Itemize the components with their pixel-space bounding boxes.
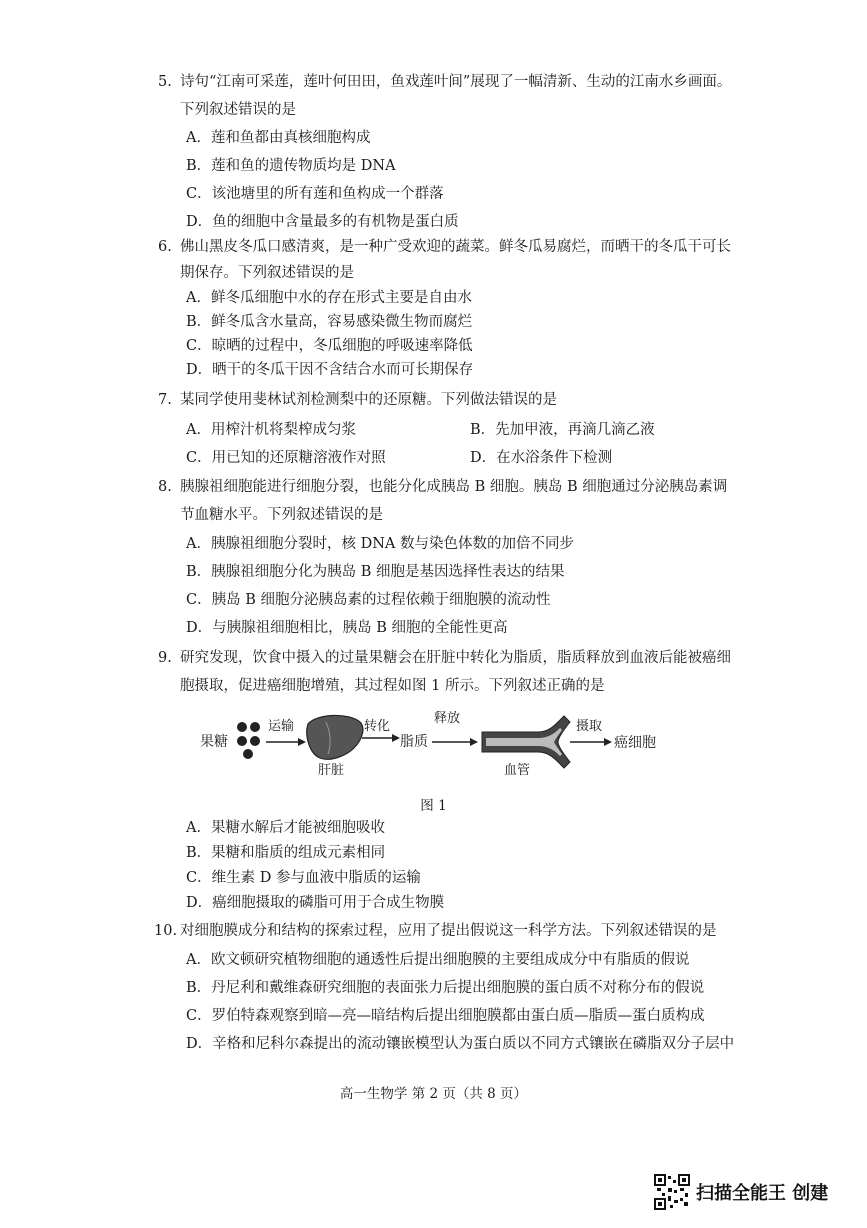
figure-1-diagram bbox=[198, 702, 678, 782]
convert-label: 转化 bbox=[364, 719, 391, 734]
option-a: A．胰腺祖细胞分裂时，核 DNA 数与染色体数的加倍不同步 bbox=[186, 536, 574, 552]
option-d: D．晒干的冬瓜干因不含结合水而可长期保存 bbox=[186, 362, 474, 378]
arrow-icon bbox=[362, 734, 400, 742]
option-a: A．莲和鱼都由真核细胞构成 bbox=[186, 130, 371, 146]
lipid-label: 脂质 bbox=[400, 734, 428, 750]
blood-vessel-icon bbox=[482, 716, 570, 768]
vessel-label: 血管 bbox=[504, 763, 531, 778]
option-a: A．果糖水解后才能被细胞吸收 bbox=[186, 820, 385, 836]
option-b: B．果糖和脂质的组成元素相同 bbox=[186, 845, 386, 861]
question-stem: 研究发现，饮食中摄入的过量果糖会在肝脏中转化为脂质，脂质释放到血液后能被癌细 bbox=[180, 650, 731, 666]
option-d: D．鱼的细胞中含量最多的有机物是蛋白质 bbox=[186, 214, 459, 230]
release-label: 释放 bbox=[434, 711, 461, 726]
option-a: A．欧文顿研究植物细胞的通透性后提出细胞膜的主要组成成分中有脂质的假说 bbox=[186, 952, 690, 968]
option-c: C．罗伯特森观察到暗—亮—暗结构后提出细胞膜都由蛋白质—脂质—蛋白质构成 bbox=[186, 1008, 705, 1024]
watermark-text: 扫描全能王 创建 bbox=[696, 1183, 829, 1204]
fructose-molecules-icon bbox=[237, 722, 260, 759]
option-b: B．丹尼利和戴维森研究细胞的表面张力后提出细胞膜的蛋白质不对称分布的假说 bbox=[186, 980, 705, 996]
liver-icon bbox=[307, 715, 363, 759]
question-number: 5. bbox=[158, 74, 172, 90]
transport-label: 运输 bbox=[268, 719, 295, 734]
page-footer: 高一生物学 第 2 页（共 8 页） bbox=[339, 1086, 528, 1102]
arrow-icon bbox=[432, 738, 478, 746]
figure-caption: 图 1 bbox=[420, 798, 447, 814]
question-number: 9. bbox=[158, 650, 172, 666]
question-stem: 节血糖水平。下列叙述错误的是 bbox=[180, 507, 383, 523]
question-stem: 下列叙述错误的是 bbox=[180, 102, 296, 118]
option-a: A．鲜冬瓜细胞中水的存在形式主要是自由水 bbox=[186, 290, 472, 306]
question-stem: 诗句“江南可采莲，莲叶何田田，鱼戏莲叶间”展现了一幅清新、生动的江南水乡画面。 bbox=[180, 74, 732, 90]
question-stem: 胞摄取，促进癌细胞增殖，其过程如图 1 所示。下列叙述正确的是 bbox=[180, 678, 605, 694]
option-c: C．胰岛 B 细胞分泌胰岛素的过程依赖于细胞膜的流动性 bbox=[186, 592, 551, 608]
liver-label: 肝脏 bbox=[318, 763, 345, 778]
option-d: D．与胰腺祖细胞相比，胰岛 B 细胞的全能性更高 bbox=[186, 620, 508, 636]
option-b: B．胰腺祖细胞分化为胰岛 B 细胞是基因选择性表达的结果 bbox=[186, 564, 565, 580]
option-d: D．辛格和尼科尔森提出的流动镶嵌模型认为蛋白质以不同方式镶嵌在磷脂双分子层中 bbox=[186, 1036, 735, 1052]
qr-code-icon bbox=[654, 1174, 690, 1210]
question-number: 6. bbox=[158, 239, 172, 255]
option-b: B．鲜冬瓜含水量高，容易感染微生物而腐烂 bbox=[186, 314, 473, 330]
fructose-label: 果糖 bbox=[200, 734, 228, 750]
question-stem: 胰腺祖细胞能进行细胞分裂，也能分化成胰岛 B 细胞。胰岛 B 细胞通过分泌胰岛素调 bbox=[180, 479, 728, 495]
arrow-icon bbox=[570, 738, 612, 746]
question-number: 8. bbox=[158, 479, 172, 495]
scanner-watermark bbox=[652, 1172, 852, 1212]
question-stem: 佛山黑皮冬瓜口感清爽，是一种广受欢迎的蔬菜。鲜冬瓜易腐烂，而晒干的冬瓜干可长 bbox=[180, 239, 731, 255]
question-number: 7. bbox=[158, 392, 172, 408]
option-d: D．在水浴条件下检测 bbox=[470, 450, 613, 466]
arrow-icon bbox=[266, 738, 306, 746]
option-d: D．癌细胞摄取的磷脂可用于合成生物膜 bbox=[186, 895, 445, 911]
option-c: C．该池塘里的所有莲和鱼构成一个群落 bbox=[186, 186, 444, 202]
question-stem: 某同学使用斐林试剂检测梨中的还原糖。下列做法错误的是 bbox=[180, 392, 557, 408]
question-number: 10. bbox=[154, 923, 178, 939]
option-c: C．晾晒的过程中，冬瓜细胞的呼吸速率降低 bbox=[186, 338, 473, 354]
option-a: A．用榨汁机将梨榨成匀浆 bbox=[186, 422, 356, 438]
option-b: B．莲和鱼的遗传物质均是 DNA bbox=[186, 158, 396, 174]
question-stem: 对细胞膜成分和结构的探索过程，应用了提出假说这一科学方法。下列叙述错误的是 bbox=[180, 923, 717, 939]
cancer-cell-label: 癌细胞 bbox=[614, 735, 656, 751]
option-b: B．先加甲液，再滴几滴乙液 bbox=[470, 422, 655, 438]
option-c: C．维生素 D 参与血液中脂质的运输 bbox=[186, 870, 421, 886]
question-stem: 期保存。下列叙述错误的是 bbox=[180, 265, 354, 281]
uptake-label: 摄取 bbox=[576, 719, 603, 734]
option-c: C．用已知的还原糖溶液作对照 bbox=[186, 450, 386, 466]
